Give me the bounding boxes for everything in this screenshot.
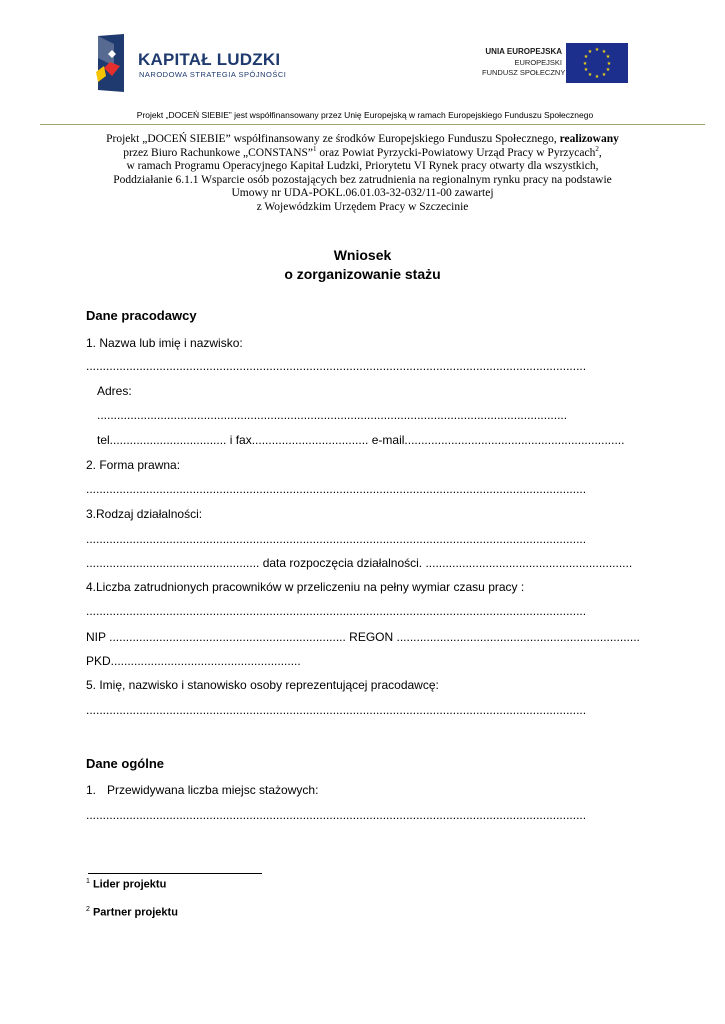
name-fill-line[interactable]: ...................................................................................................................................................... (86, 359, 587, 373)
question-5-representative: 5. Imię, nazwisko i stanowisko osoby reprezentującej pracodawcę: (86, 678, 439, 692)
intro-line-5: Umowy nr UDA-POKL.06.01.03-32-032/11-00 zawartej (231, 187, 494, 199)
nip-regon-line[interactable]: NIP ....................................................................... REGON ......................................................................... (86, 630, 640, 644)
svg-text:★: ★ (587, 49, 593, 55)
contact-fill-line[interactable]: tel................................... i fax................................... e-mail.................................................................. (97, 433, 625, 447)
ue-line-2: EUROPEJSKI (514, 58, 562, 67)
employer-heading: Dane pracodawcy (86, 308, 197, 323)
general-q1-label: Przewidywana liczba miejsc stażowych: (107, 783, 319, 797)
header-divider (40, 124, 705, 125)
ue-line-3: FUNDUSZ SPOŁECZNY (482, 68, 566, 77)
activity-start-line[interactable] (86, 556, 632, 570)
pkd-line[interactable]: PKD......................................................... (86, 654, 301, 668)
intro-line-1b: realizowany (559, 133, 619, 145)
svg-text:★: ★ (583, 54, 589, 60)
intro-line-6: z Wojewódzkim Urzędem Pracy w Szczecinie (256, 200, 469, 213)
svg-text:★: ★ (606, 61, 612, 67)
intro-line-2b: oraz Powiat Pyrzycki-Powiatowy Urząd Pracy w Pyrzycach (316, 146, 596, 159)
footnote-2 (86, 906, 178, 919)
address-fill-line[interactable]: ............................................................................................................................................. (97, 408, 568, 422)
intro-line-2a: przez Biuro Rachunkowe „CONSTANS” (123, 146, 314, 159)
title-line-1: Wniosek (333, 247, 392, 263)
footnote-2-text: Partner projektu (89, 906, 178, 919)
start-date-fill[interactable]: .............................................................. (425, 556, 633, 570)
intro-line-1a: Projekt „DOCEŃ SIEBIE” współfinansowany ze środków Europejskiego Funduszu Społecznego, (106, 133, 560, 145)
question-2-legal-form: 2. Forma prawna: (86, 458, 181, 472)
svg-text:★: ★ (601, 72, 607, 78)
title-line-2: o zorganizowanie stażu (284, 266, 441, 282)
svg-text:★: ★ (587, 72, 593, 78)
header-project-line: Projekt „DOCEŃ SIEBIE” jest współfinansowany przez Unię Europejską w ramach Europejskiego Funduszu Społecznego (136, 110, 594, 120)
legal-form-fill-line[interactable]: ...................................................................................................................................................... (86, 482, 587, 496)
kapital-ludzki-title: KAPITAŁ LUDZKI (138, 50, 281, 69)
svg-text:★: ★ (583, 67, 589, 73)
footnote-divider (88, 873, 262, 874)
general-heading: Dane ogólne (86, 756, 165, 771)
document-title (90, 246, 635, 284)
footnote-1 (86, 878, 166, 891)
footnote-1-text: Lider projektu (89, 878, 167, 891)
footnote-ref-2: 2 (595, 144, 599, 153)
footnote-ref-1: 1 (313, 144, 317, 153)
general-q1-number: 1. (86, 783, 97, 797)
intro-line-4: Poddziałanie 6.1.1 Wsparcie osób pozostających bez zatrudnienia na regionalnym rynku pracy na podstawie (113, 173, 612, 186)
employees-fill-line[interactable]: ...................................................................................................................................................... (86, 604, 587, 618)
svg-text:★: ★ (605, 54, 611, 60)
activity-fill-line[interactable]: ...................................................................................................................................................... (86, 532, 587, 546)
start-date-label: data rozpoczęcia działalności. (259, 556, 426, 570)
svg-text:★: ★ (601, 49, 607, 55)
ue-line-1: UNIA EUROPEJSKA (485, 47, 562, 56)
svg-text:★: ★ (594, 47, 600, 53)
intro-paragraph (80, 133, 645, 214)
activity-fill-short[interactable]: .................................................... (86, 556, 260, 570)
intro-line-2c: , (598, 146, 602, 159)
footnote-2-number: 2 (86, 906, 90, 913)
kapital-ludzki-subtitle: NARODOWA STRATEGIA SPÓJNOŚCI (139, 70, 287, 79)
svg-text:★: ★ (605, 67, 611, 73)
placements-fill-line[interactable]: ...................................................................................................................................................... (86, 808, 587, 822)
question-4-employees: 4.Liczba zatrudnionych pracowników w przeliczeniu na pełny wymiar czasu pracy : (86, 580, 525, 594)
representative-fill-line[interactable]: ...................................................................................................................................................... (86, 703, 587, 717)
footnote-1-number: 1 (86, 878, 90, 885)
address-label: Adres: (97, 384, 132, 398)
svg-text:★: ★ (582, 61, 588, 67)
svg-text:★: ★ (594, 74, 600, 80)
eu-flag-icon (566, 43, 628, 83)
intro-line-3: w ramach Programu Operacyjnego Kapitał Ludzki, Priorytetu VI Rynek pracy otwarty dla wszystkich, (126, 160, 599, 172)
question-1-name: 1. Nazwa lub imię i nazwisko: (86, 336, 243, 350)
question-3-activity: 3.Rodzaj działalności: (86, 507, 203, 521)
